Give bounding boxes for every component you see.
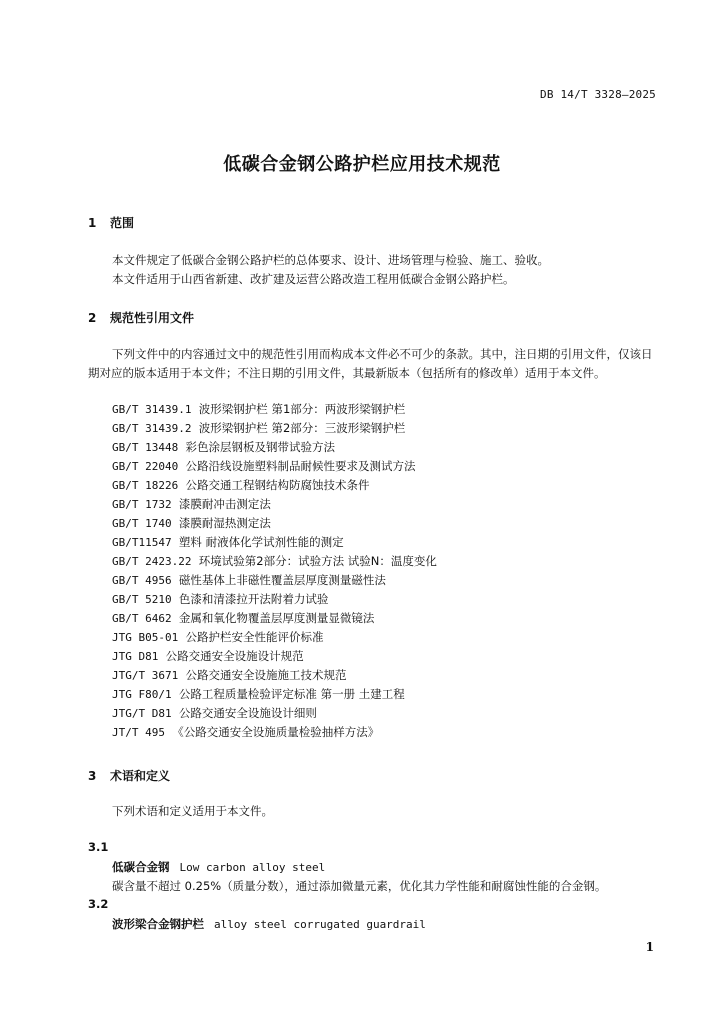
- reference-title: 公路工程质量检验评定标准 第一册 土建工程: [178, 687, 405, 701]
- reference-code: GB/T 1732: [112, 498, 172, 511]
- references-intro: 下列文件中的内容通过文中的规范性引用而构成本文件必不可少的条款。其中，注日期的引用文件，仅该日期对应的版本适用于本文件；不注日期的引用文件，其最新版本（包括所有的修改单）适用于本文件。: [88, 347, 653, 380]
- reference-title: 公路沿线设施塑料制品耐候性要求及测试方法: [185, 459, 416, 473]
- term-3-2-number: 3.2: [88, 897, 109, 911]
- reference-code: GB/T 31439.1: [112, 403, 192, 416]
- reference-item: [112, 704, 437, 723]
- reference-item: [112, 400, 437, 419]
- reference-title: 磁性基体上非磁性覆盖层厚度测量磁性法: [178, 573, 386, 587]
- reference-code: GB/T11547: [112, 536, 172, 549]
- term-3-2-name-cn: 波形梁合金钢护栏: [112, 917, 204, 931]
- section-2-title: 规范性引用文件: [110, 311, 195, 325]
- reference-title: 波形梁钢护栏 第1部分：两波形梁钢护栏: [198, 402, 406, 416]
- reference-item: [112, 476, 437, 495]
- reference-code: GB/T 2423.22: [112, 555, 192, 568]
- reference-item: [112, 723, 437, 742]
- reference-code: GB/T 6462: [112, 612, 172, 625]
- standard-code: DB 14/T 3328—2025: [540, 88, 656, 101]
- reference-item: [112, 628, 437, 647]
- reference-code: JTG/T D81: [112, 707, 172, 720]
- scope-paragraph-2: 本文件适用于山西省新建、改扩建及运营公路改造工程用低碳合金钢公路护栏。: [112, 272, 515, 286]
- reference-title: 漆膜耐冲击测定法: [178, 497, 271, 511]
- section-1-number: 1: [88, 216, 97, 230]
- reference-title: 环境试验第2部分：试验方法 试验N：温度变化: [198, 554, 437, 568]
- term-3-1-name: [112, 859, 325, 875]
- reference-title: 彩色涂层钢板及钢带试验方法: [185, 440, 336, 454]
- reference-item: [112, 609, 437, 628]
- document-title: 低碳合金钢公路护栏应用技术规范: [223, 154, 501, 175]
- reference-code: JTG/T 3671: [112, 669, 179, 682]
- reference-item: [112, 552, 437, 571]
- reference-item: [112, 533, 437, 552]
- reference-title: 塑料 耐液体化学试剂性能的测定: [178, 535, 344, 549]
- reference-item: [112, 647, 437, 666]
- term-3-2-name: [112, 916, 426, 932]
- reference-code: JTG F80/1: [112, 688, 172, 701]
- reference-list: [112, 400, 437, 742]
- reference-title: 色漆和清漆拉开法附着力试验: [178, 592, 329, 606]
- section-1-title: 范围: [110, 216, 135, 230]
- section-3-title: 术语和定义: [110, 769, 171, 783]
- reference-title: 波形梁钢护栏 第2部分：三波形梁钢护栏: [198, 421, 406, 435]
- reference-code: GB/T 1740: [112, 517, 172, 530]
- reference-title: 公路交通安全设施设计规范: [165, 649, 304, 663]
- section-3-number: 3: [88, 769, 97, 783]
- reference-item: [112, 685, 437, 704]
- reference-item: [112, 514, 437, 533]
- term-3-1-number: 3.1: [88, 840, 109, 854]
- term-3-1-name-en: Low carbon alloy steel: [179, 861, 326, 874]
- reference-code: JTG B05-01: [112, 631, 179, 644]
- reference-item: [112, 590, 437, 609]
- section-2-heading: [88, 309, 194, 326]
- section-1-heading: [88, 214, 134, 231]
- reference-title: 漆膜耐湿热测定法: [178, 516, 271, 530]
- reference-item: [112, 666, 437, 685]
- reference-code: JT/T 495: [112, 726, 165, 739]
- term-3-1-definition: 碳含量不超过 0.25%（质量分数），通过添加微量元素，优化其力学性能和耐腐蚀性能的合金钢。: [112, 879, 607, 893]
- page-number: 1: [645, 940, 654, 954]
- reference-code: GB/T 18226: [112, 479, 179, 492]
- section-3-heading: [88, 767, 170, 784]
- scope-paragraph-1: 本文件规定了低碳合金钢公路护栏的总体要求、设计、进场管理与检验、施工、验收。: [112, 253, 549, 267]
- reference-code: GB/T 13448: [112, 441, 179, 454]
- term-3-2-name-en: alloy steel corrugated guardrail: [214, 918, 426, 931]
- section-2-number: 2: [88, 311, 97, 325]
- reference-title: 公路交通安全设施设计细则: [178, 706, 317, 720]
- reference-item: [112, 419, 437, 438]
- reference-code: JTG D81: [112, 650, 159, 663]
- reference-title: 《公路交通安全设施质量检验抽样方法》: [172, 725, 380, 739]
- reference-title: 公路交通安全设施施工技术规范: [185, 668, 347, 682]
- term-3-1-name-cn: 低碳合金钢: [112, 860, 170, 874]
- reference-title: 公路护栏安全性能评价标准: [185, 630, 324, 644]
- reference-item: [112, 457, 437, 476]
- reference-code: GB/T 22040: [112, 460, 179, 473]
- reference-item: [112, 495, 437, 514]
- reference-item: [112, 571, 437, 590]
- reference-title: 金属和氧化物覆盖层厚度测量显微镜法: [178, 611, 375, 625]
- reference-item: [112, 438, 437, 457]
- terms-intro: 下列术语和定义适用于本文件。: [112, 804, 273, 818]
- reference-title: 公路交通工程钢结构防腐蚀技术条件: [185, 478, 370, 492]
- reference-code: GB/T 4956: [112, 574, 172, 587]
- reference-code: GB/T 31439.2: [112, 422, 192, 435]
- reference-code: GB/T 5210: [112, 593, 172, 606]
